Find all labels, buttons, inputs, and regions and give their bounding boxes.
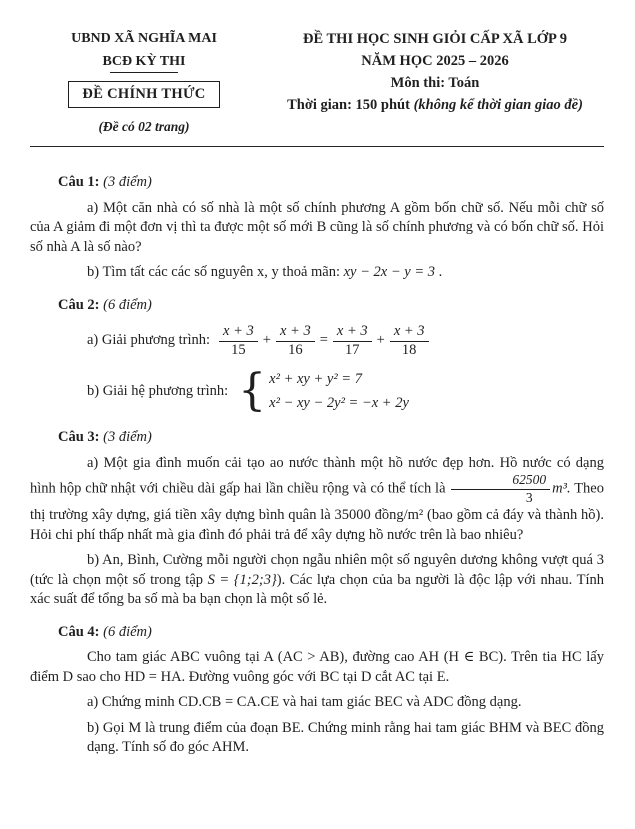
fraction-1 [219,324,258,358]
plus-operator: + [262,332,271,349]
duration-note: (không kể thời gian giao đề) [413,97,583,113]
question-1-points: (3 điểm) [103,174,152,190]
duration-line [266,96,604,114]
q4-intro-paragraph: Cho tam giác ABC vuông tại A (AC > AB), đường cao AH (H ∈ BC). Trên tia HC lấy điểm D sao cho HD = HA. Đường vuông góc với BC tại D cắt AC tại E. [30,649,604,685]
question-4-heading [30,623,604,643]
organization-name: UBND XÃ NGHĨA MAI [71,31,217,46]
q3-part-b-paragraph [30,551,604,610]
q1-part-b-line [30,263,604,283]
volume-fraction [451,473,550,506]
volume-fraction-denominator: 3 [525,490,533,506]
official-exam-box: ĐỀ CHÍNH THỨC [68,81,219,108]
equals-operator: = [319,332,328,349]
fraction-2-numerator: x + 3 [276,324,315,342]
subject-line: Môn thi: Toán [390,75,480,91]
question-4-points: (6 điểm) [103,623,152,640]
q3-part-a-paragraph [30,454,604,545]
document-header [30,30,604,135]
volume-unit: m³. [552,480,571,497]
q4-part-b-block: b) Gọi M là trung điểm của đoạn BE. Chứng minh rằng hai tam giác BHM và BEC đồng dạng. Tính số đo góc AHM. [87,719,604,755]
fraction-3-numerator: x + 3 [333,324,372,342]
fraction-3-denominator: 17 [345,341,360,358]
question-4-section [30,623,604,758]
question-1-section [30,173,604,283]
exam-body [30,173,604,758]
exam-info-block [258,30,604,114]
q1-part-b-text: b) Tìm tất các các số nguyên x, y thoả mãn: [87,264,344,280]
question-4-label: Câu 4: [58,623,100,640]
q2-part-b-label: b) Giải hệ phương trình: [87,382,229,399]
exam-title: ĐỀ THI HỌC SINH GIỎI CẤP XÃ LỚP 9 [302,31,567,47]
school-year: NĂM HỌC 2025 – 2026 [361,53,509,69]
q1-part-a-paragraph: a) Một căn nhà có số nhà là một số chính phương A gồm bốn chữ số. Nếu mỗi chữ số của A giảm đi một đơn vị thì ta được một số mới B cũng là số chính phương và có bốn chữ số. Hỏi số nhà A là số nào? [30,199,604,255]
q1-part-b-period: . [434,264,443,280]
fraction-2-denominator: 16 [288,341,303,358]
committee-name: BCĐ KỲ THI [102,54,186,69]
question-3-heading [30,428,604,448]
left-brace-glyph: { [238,365,267,417]
question-3-section [30,428,604,609]
q3-part-b-text-2: ). Các lựa chọn của ba người là độc lập với nhau. Tính xác suất để tổng ba số mà ba bạn chọn là một số lẻ. [30,571,604,607]
issuing-authority-block [30,30,258,135]
system-equation-1: x² + xy + y² = 7 [269,371,362,388]
fraction-4 [390,324,429,358]
volume-fraction-numerator: 62500 [451,473,550,490]
q3-part-b-set-notation: S = {1;2;3} [207,571,277,588]
q1-part-b-equation: xy − 2x − y = 3 [343,264,435,280]
q3-part-a-text-2: Theo thị trường xây dựng, giá tiền xây dựng bình quân là 35000 đồng/m² (bao gồm cả đáy và thành hồ). Hỏi chi phí thấp nhất mà gia đình đó phải trả để xây dựng hồ nước trên là bao nhiêu? [30,480,604,543]
question-3-label: Câu 3: [58,429,100,446]
question-2-points: (6 điểm) [103,296,152,313]
q2-part-a-equation-row [30,324,604,358]
header-divider [30,146,604,147]
question-3-points: (3 điểm) [103,429,152,446]
question-2-label: Câu 2: [58,296,100,313]
duration-text: Thời gian: 150 phút [287,97,414,113]
fraction-1-numerator: x + 3 [219,324,258,342]
question-1-heading [30,173,604,193]
system-equation-2: x² − xy − 2y² = −x + 2y [269,395,409,412]
q2-part-b-system-row [30,367,604,415]
q2-part-a-label: a) Giải phương trình: [87,332,211,349]
fraction-2 [276,324,315,358]
question-1-label: Câu 1: [58,174,100,190]
page-count-note: (Đề có 02 trang) [98,119,190,134]
fraction-4-denominator: 18 [401,341,417,358]
fraction-3 [333,324,372,358]
q3-part-a-text-1: a) Một gia đình muốn cải tạo ao nước thành một hồ nước đẹp hơn. Hồ nước có dạng hình hộp chữ nhật với chiều dài gấp hai lần chiều rộng và có thể tích là [30,454,604,497]
question-2-heading [30,296,604,316]
q4-part-a-line: a) Chứng minh CD.CB = CA.CE và hai tam giác BEC và ADC đồng dạng. [87,694,522,710]
fraction-1-denominator: 15 [231,341,246,358]
q3-part-b-text-1: b) An, Bình, Cường mỗi người chọn ngẫu nhiên một số nguyên dương không vượt quá 3 (tức là chọn một số trong tập [30,552,604,588]
question-2-section [30,296,604,416]
plus-operator-2: + [376,332,385,349]
fraction-4-numerator: x + 3 [390,324,429,342]
equation-system [269,367,409,415]
